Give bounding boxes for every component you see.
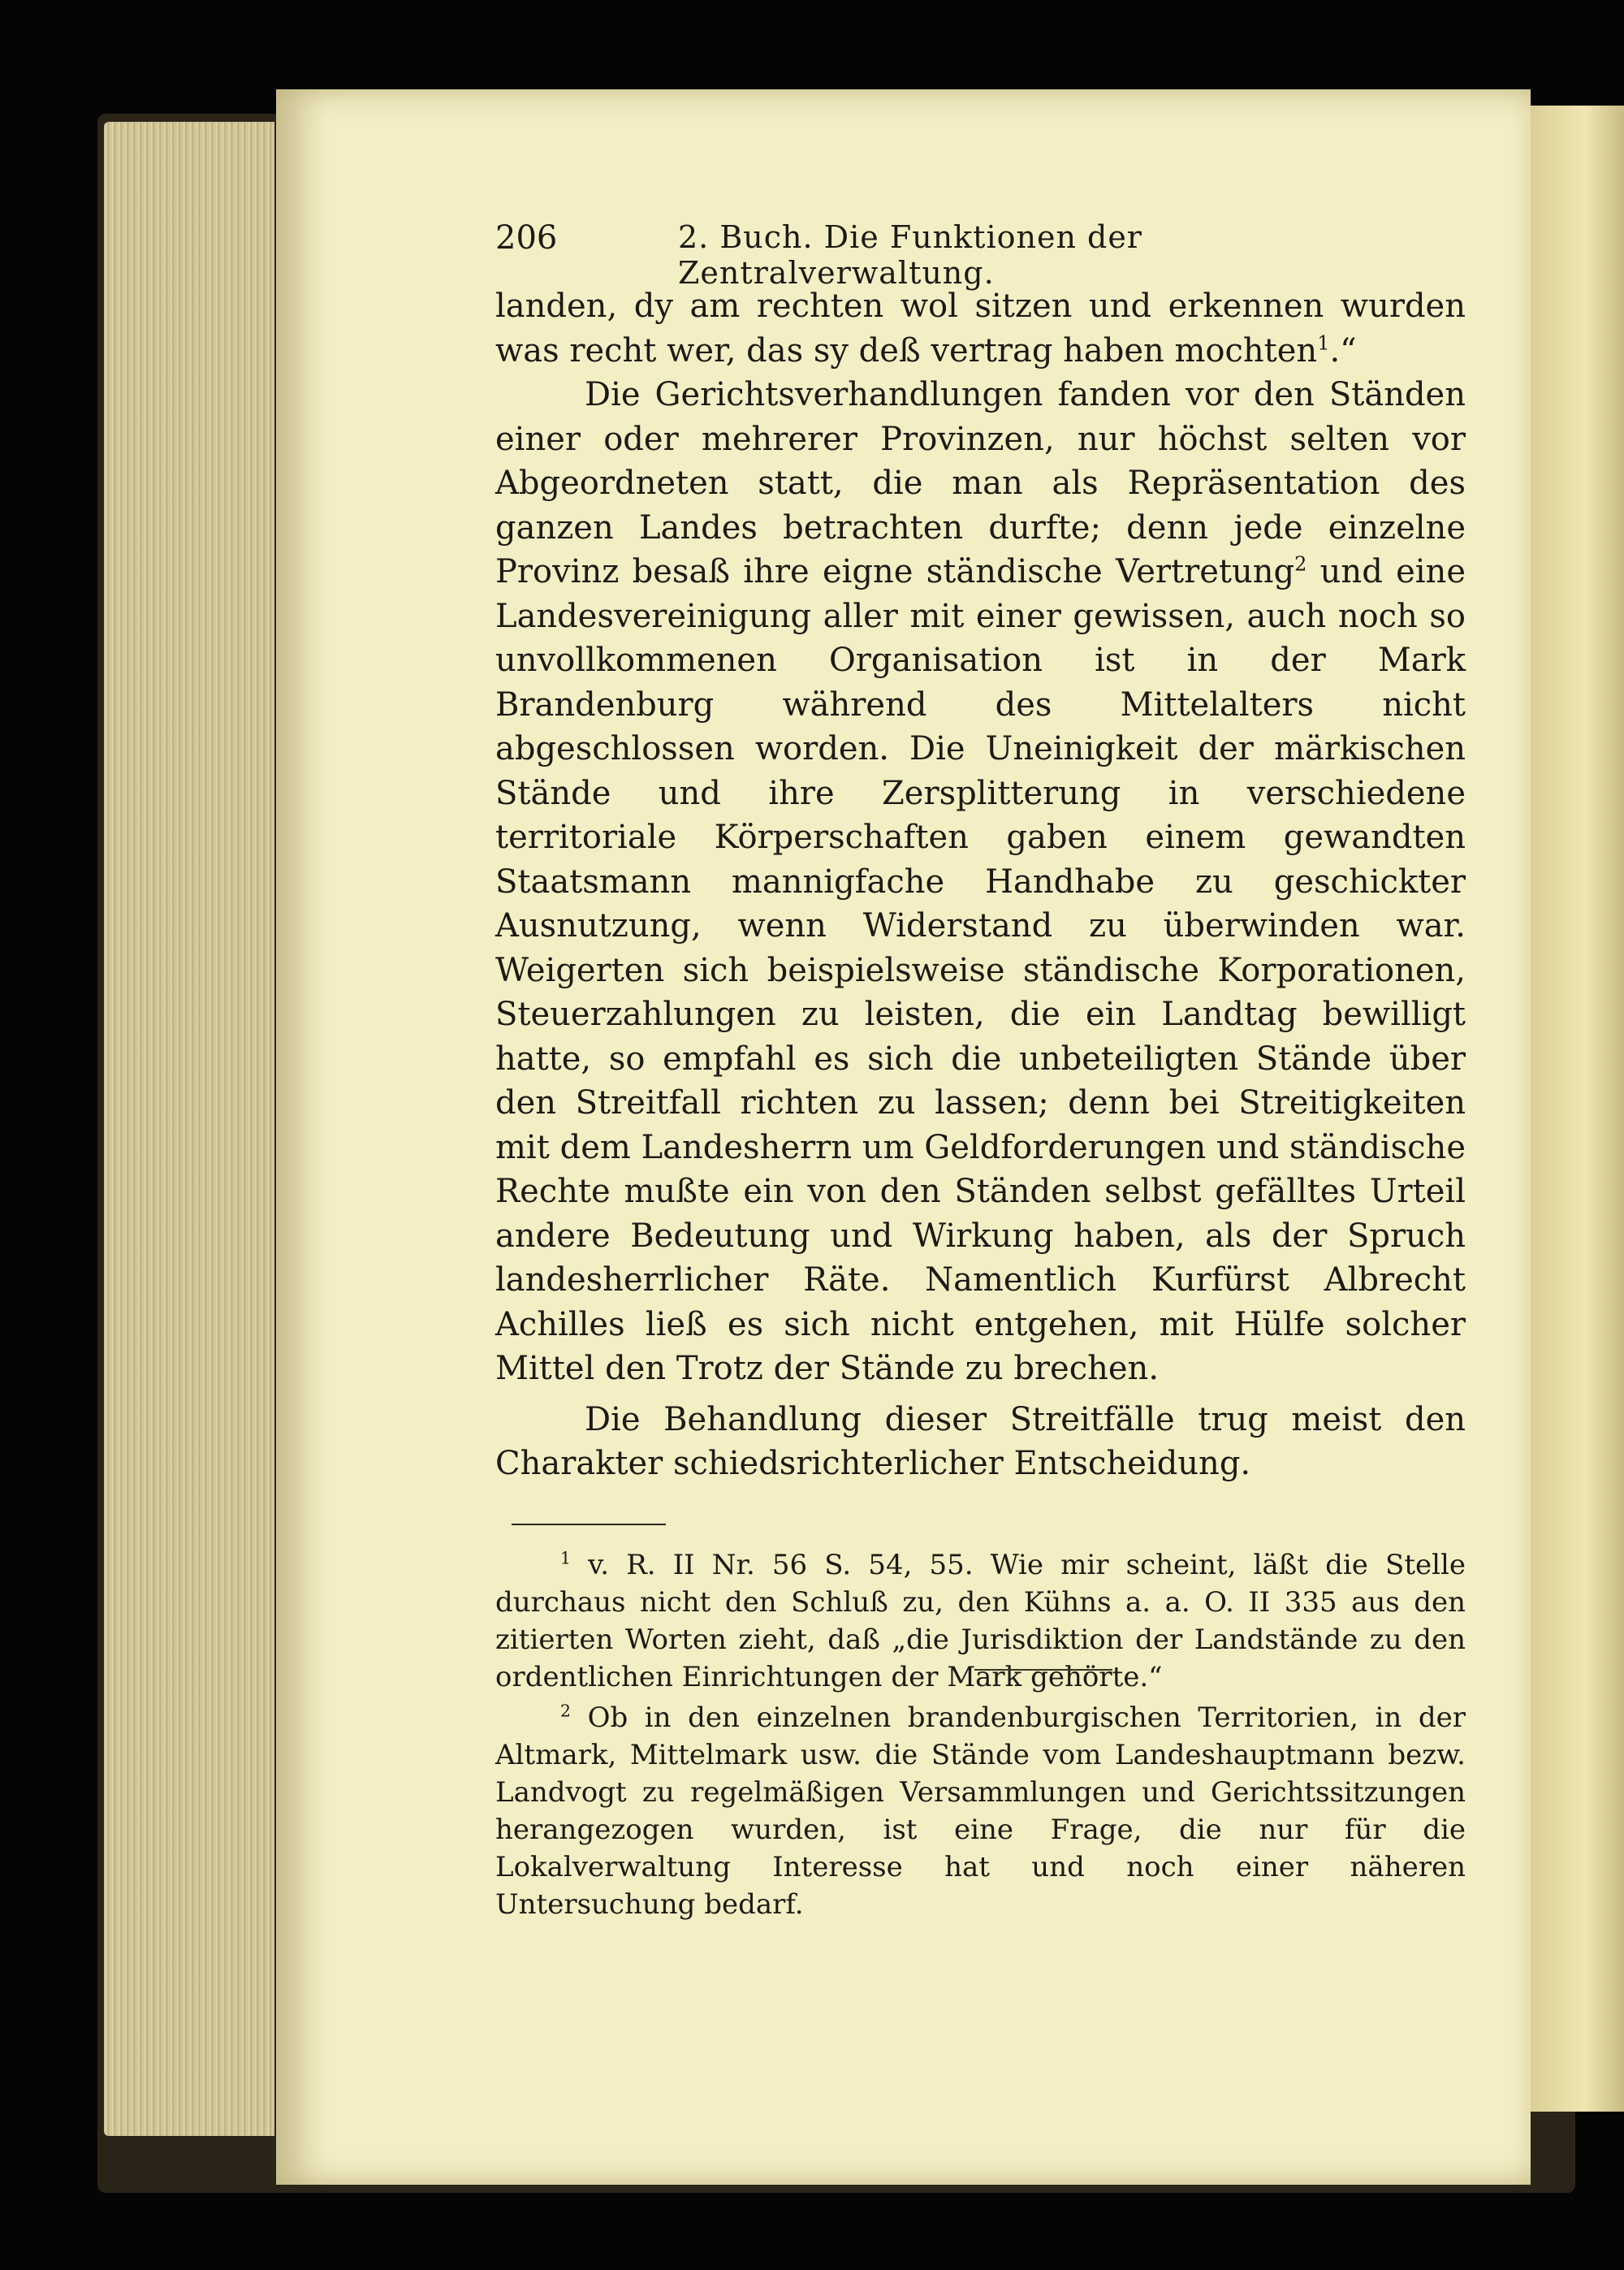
page-number: 206 bbox=[495, 219, 558, 257]
body-text bbox=[495, 284, 1466, 1486]
footnote-marker: 2 bbox=[560, 1701, 571, 1721]
footnote-marker: 1 bbox=[560, 1548, 571, 1568]
page-edges bbox=[104, 122, 274, 2136]
footnote: $^2$ Ob in den einzelnen brandenburgischen Territorien, in der Altmark, Mittelmark usw. die Stände vom Landeshauptmann bezw. Landvogt zu regelmäßigen Versammlungen und Gerichtssitzungen herangezogen wurden, ist eine Frage, die nur für die Lokalverwaltung Interesse hat und noch einer näheren Untersuchung bedarf. bbox=[495, 1701, 1466, 1921]
running-head: 2. Buch. Die Funktionen der Zentralverwaltung. bbox=[678, 219, 1142, 291]
footnote: $^1$ v. R. II Nr. 56 S. 54, 55. Wie mir scheint, läßt die Stelle durchaus nicht den Schluß zu, den Kühns a. a. O. II 335 aus den zitierten Worten zieht, daß „die Jurisdiktion der Landstände zu den ordentlichen Einrichtungen der Mark gehörte.“ bbox=[495, 1548, 1466, 1693]
end-rule bbox=[974, 1669, 1112, 1671]
page-header bbox=[495, 219, 1466, 291]
footnote-ref: 1 bbox=[1317, 331, 1330, 355]
paragraph: landen, dy am rechten wol sitzen und erkennen wurden was recht wer, das sy deß vertrag haben mochten$^1$.“ bbox=[495, 288, 1466, 370]
footnote-ref: 2 bbox=[1294, 552, 1307, 576]
paragraph: Die Behandlung dieser Streitfälle trug meist den Charakter schiedsrichterlicher Entscheidung. bbox=[495, 1400, 1466, 1482]
paragraph: Die Gerichtsverhandlungen fanden vor den Ständen einer oder mehrerer Provinzen, nur höchst selten vor Abgeordneten statt, die man als Repräsentation des ganzen Landes betrachten durfte; denn jede einzelne Provinz besaß ihre eigne ständische Vertretung$^2$ und eine Landesvereinigung aller mit einer gewissen, auch noch so unvollkommenen Organisation ist in der Mark Brandenburg während des Mittelalters nicht abgeschlossen worden. Die Uneinigkeit der märkischen Stände und ihre Zersplitterung in verschiedene territoriale Körperschaften gaben einem gewandten Staatsmann mannigfache Handhabe zu geschickter Ausnutzung, wenn Widerstand zu überwinden war. Weigerten sich beispielsweise ständische Korporationen, Steuerzahlungen zu leisten, die ein Landtag bewilligt hatte, so empfahl es sich die unbeteiligten Stände über den Streitfall richten zu lassen; denn bei Streitigkeiten mit dem Landesherrn um Geldforderungen und ständische Rechte mußte ein von den Ständen selbst gefälltes Urteil andere Bedeutung und Wirkung haben, als der Spruch landesherrlicher Räte. Namentlich Kurfürst Albrecht Achilles ließ es sich nicht entgehen, mit Hülfe solcher Mittel den Trotz der Stände zu brechen. bbox=[495, 376, 1466, 1387]
footnotes bbox=[495, 1546, 1466, 1923]
facing-page-edge bbox=[1527, 106, 1624, 2112]
text-column bbox=[495, 219, 1466, 1923]
book-page bbox=[276, 89, 1531, 2185]
footnote-divider bbox=[512, 1524, 666, 1525]
